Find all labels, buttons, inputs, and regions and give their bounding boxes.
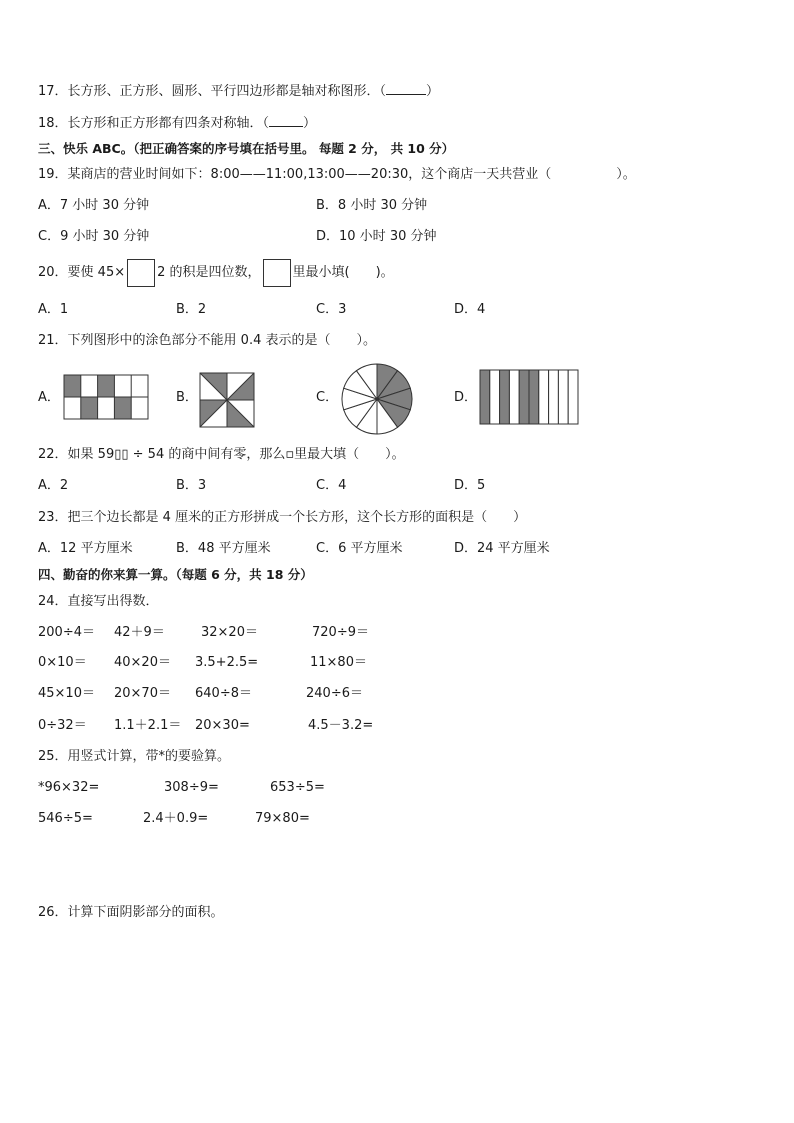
strip: [549, 370, 559, 424]
option-c[interactable]: C．: [316, 390, 339, 405]
calc-item: 653÷5=: [270, 780, 325, 795]
option-a[interactable]: A．: [38, 390, 60, 405]
question-18-end: ）: [303, 116, 317, 131]
option-d[interactable]: D．10 小时 30 分钟: [316, 229, 437, 244]
question-22-text: 22．如果 59▯▯ ÷ 54 的商中间有零，那么▫里最大填（ ）。: [38, 447, 405, 462]
calc-item: 40×20＝: [114, 655, 171, 670]
question-20-text-b: 2 的积是四位数，: [157, 265, 261, 280]
figure-a-grid: [63, 374, 149, 420]
calc-item: *96×32=: [38, 780, 100, 795]
option-c[interactable]: C．6 平方厘米: [316, 541, 403, 556]
question-20-text-a: 20．要使 45×: [38, 265, 126, 280]
answer-blank[interactable]: [269, 114, 303, 127]
figure-c-circle: [340, 362, 414, 436]
option-a[interactable]: A．2: [38, 478, 69, 493]
option-a[interactable]: A．1: [38, 302, 69, 317]
calc-item: 42＋9＝: [114, 625, 165, 640]
question-17-text: 17．长方形、正方形、圆形、平行四边形都是轴对称图形．（: [38, 84, 387, 99]
question-20-text-c: 里最小填( )。: [292, 265, 394, 280]
calc-item: 720÷9＝: [312, 625, 369, 640]
option-b[interactable]: B．3: [176, 478, 207, 493]
question-24-text: 24．直接写出得数．: [38, 594, 159, 609]
option-d[interactable]: D．24 平方厘米: [454, 541, 550, 556]
calc-item: 3.5+2.5=: [195, 655, 259, 670]
calc-item: 0×10＝: [38, 655, 87, 670]
strip: [480, 370, 490, 424]
answer-blank[interactable]: [386, 82, 426, 95]
strip: [519, 370, 529, 424]
strip: [490, 370, 500, 424]
calc-item: 240÷6＝: [306, 686, 363, 701]
answer-box[interactable]: [127, 259, 155, 287]
option-a[interactable]: A．12 平方厘米: [38, 541, 133, 556]
question-20: [38, 258, 394, 288]
calc-item: 308÷9=: [164, 780, 219, 795]
option-d[interactable]: D．: [454, 390, 478, 405]
option-b[interactable]: B．2: [176, 302, 207, 317]
strip: [509, 370, 519, 424]
calc-item: 2.4＋0.9=: [143, 811, 209, 826]
option-c[interactable]: C．9 小时 30 分钟: [38, 229, 150, 244]
question-26-text: 26．计算下面阴影部分的面积。: [38, 905, 224, 920]
calc-item: 546÷5=: [38, 811, 93, 826]
answer-box[interactable]: [263, 259, 291, 287]
question-25-text: 25．用竖式计算，带*的要验算。: [38, 749, 231, 764]
question-21-text: 21．下列图形中的涂色部分不能用 0.4 表示的是（ ）。: [38, 333, 376, 348]
calc-item: 45×10＝: [38, 686, 95, 701]
section-3-title: 三、快乐 ABC。（把正确答案的序号填在括号里。 每题 2 分， 共 10 分）: [38, 141, 455, 156]
option-c[interactable]: C．3: [316, 302, 347, 317]
question-19-text: 19．某商店的营业时间如下：8:00——11:00,13:00——20:30，这个商店一天共营业（ ）。: [38, 167, 636, 182]
calc-item: 20×70＝: [114, 686, 171, 701]
question-23-text: 23．把三个边长都是 4 厘米的正方形拼成一个长方形，这个长方形的面积是（ ）: [38, 510, 527, 525]
calc-item: 640÷8＝: [195, 686, 252, 701]
calc-item: 1.1＋2.1＝: [114, 718, 182, 733]
strip: [558, 370, 568, 424]
question-18: [38, 114, 316, 133]
question-17: [38, 82, 439, 101]
calc-item: 200÷4＝: [38, 625, 95, 640]
calc-item: 4.5－3.2=: [308, 718, 374, 733]
option-d[interactable]: D．5: [454, 478, 486, 493]
option-a[interactable]: A．7 小时 30 分钟: [38, 198, 150, 213]
option-b[interactable]: B．: [176, 390, 198, 405]
option-b[interactable]: B．8 小时 30 分钟: [316, 198, 428, 213]
option-c[interactable]: C．4: [316, 478, 347, 493]
calc-item: 20×30=: [195, 718, 250, 733]
calc-item: 11×80＝: [310, 655, 367, 670]
calc-item: 32×20＝: [201, 625, 258, 640]
question-17-end: ）: [426, 84, 440, 99]
strip: [500, 370, 510, 424]
option-d[interactable]: D．4: [454, 302, 486, 317]
question-18-text: 18．长方形和正方形都有四条对称轴．（: [38, 116, 270, 131]
strip: [539, 370, 549, 424]
calc-item: 0÷32＝: [38, 718, 87, 733]
option-b[interactable]: B．48 平方厘米: [176, 541, 271, 556]
strip: [529, 370, 539, 424]
figure-b-square: [199, 372, 255, 428]
strip: [568, 370, 578, 424]
figure-d-strips: [479, 369, 579, 425]
section-4-title: 四、勤奋的你来算一算。（每题 6 分，共 18 分）: [38, 567, 313, 582]
calc-item: 79×80=: [255, 811, 310, 826]
